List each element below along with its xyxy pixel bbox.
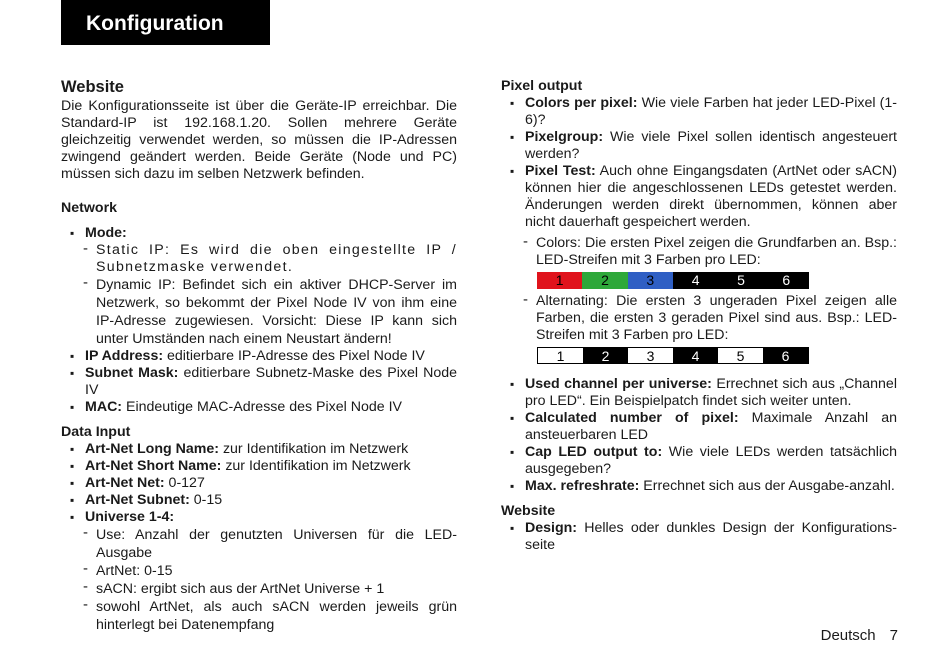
strip-cell-5: 5 bbox=[718, 348, 763, 363]
title-bar bbox=[61, 0, 270, 45]
list-item: ▪ IP Address: editierbare IP-Adresse des Pixel Node IV bbox=[61, 348, 457, 365]
website-design-heading: Website bbox=[501, 503, 556, 519]
list-item: ▪ Cap LED output to: Wie viele LEDs werden tatsächlich ausgegeben? bbox=[501, 444, 897, 478]
pixel-test-sublist bbox=[501, 235, 897, 269]
footer-language: Deutsch bbox=[820, 627, 876, 644]
universe-sublist bbox=[61, 526, 457, 634]
page-footer bbox=[821, 627, 898, 644]
list-item: - Dynamic IP: Befindet sich ein aktiver DHCP-Server im Netzwerk, so bekommt der Pixel Node IV von ihm eine IP-Adresse zugewiesen. Vorsicht: Diese IP kann sich unter Umständen nach einem Neustart ändern! bbox=[61, 276, 457, 348]
strip-cell-6: 6 bbox=[764, 272, 809, 289]
list-item: - sACN: ergibt sich aus der ArtNet Universe + 1 bbox=[61, 580, 457, 598]
network-fields bbox=[61, 348, 457, 416]
list-item: - Alternating: Die ersten 3 ungeraden Pixel zeigen alle Farben, die ersten 3 geraden Pixel sind aus. Bsp.: LED-Streifen mit 3 Farben pro LED: bbox=[501, 293, 897, 344]
strip-cell-6: 6 bbox=[763, 348, 808, 363]
website-heading: Website bbox=[61, 78, 124, 96]
pixel-test-sublist-2 bbox=[501, 293, 897, 344]
color-strip-alternating bbox=[537, 347, 809, 364]
color-strip-basic bbox=[537, 272, 809, 289]
data-input-list bbox=[61, 441, 457, 526]
strip-cell-4: 4 bbox=[673, 348, 718, 363]
strip-cell-3: 3 bbox=[628, 272, 673, 289]
list-item: ▪ Used channel per universe: Errechnet sich aus „Channel pro LED“. Ein Beispielpatch findet sich weiter unten. bbox=[501, 376, 897, 410]
list-item: ▪ Pixelgroup: Wie viele Pixel sollen identisch angesteuert werden? bbox=[501, 129, 897, 163]
list-item: ▪ Art-Net Subnet: 0-15 bbox=[61, 492, 457, 509]
list-item: ▪ Art-Net Long Name: zur Identifikation im Netzwerk bbox=[61, 441, 457, 458]
pixel-output-list-2 bbox=[501, 376, 897, 495]
strip-cell-1: 1 bbox=[538, 348, 583, 363]
website-text: Die Konfigurationsseite ist über die Geräte-IP erreichbar. Die Standard-IP ist 192.168.1.20. Sollen mehrere Geräte gleichzeitig verwendet werden, so müssen die IP-Adressen zwingend geändert werden. Beide Geräte (Node und PC) müssen sich dazu im selben Netzwerk befinden. bbox=[61, 98, 457, 182]
list-item: - Use: Anzahl der genutzten Universen für die LED-Ausgabe bbox=[61, 526, 457, 562]
strip-cell-4: 4 bbox=[673, 272, 718, 289]
strip-cell-5: 5 bbox=[718, 272, 763, 289]
list-item: ▪ Colors per pixel: Wie viele Farben hat jeder LED-Pixel (1-6)? bbox=[501, 95, 897, 129]
list-item: ▪ Max. refreshrate: Errechnet sich aus der Ausgabe-anzahl. bbox=[501, 478, 897, 495]
page-title: Konfiguration bbox=[86, 12, 224, 35]
list-item: ▪ Universe 1-4: bbox=[61, 509, 457, 526]
strip-cell-3: 3 bbox=[628, 348, 673, 363]
right-column bbox=[501, 78, 897, 554]
list-item: ▪ MAC: Eindeutige MAC-Adresse des Pixel Node IV bbox=[61, 399, 457, 416]
list-item: - ArtNet: 0-15 bbox=[61, 562, 457, 580]
pixel-output-list bbox=[501, 95, 897, 231]
list-item: ▪ Pixel Test: Auch ohne Eingangsdaten (ArtNet oder sACN) können hier die angeschlossenen LEDs getestet werden. Änderungen werden direkt übernommen, können aber nicht dauerhaft gespeichert werden. bbox=[501, 163, 897, 231]
list-item: - Colors: Die ersten Pixel zeigen die Grundfarben an. Bsp.: LED-Streifen mit 3 Farben pro LED: bbox=[501, 235, 897, 269]
network-heading: Network bbox=[61, 200, 117, 216]
data-input-heading: Data Input bbox=[61, 424, 131, 440]
list-item: ▪ Design: Helles oder dunkles Design der Konfigurations-seite bbox=[501, 520, 897, 554]
list-item: ▪ Mode: bbox=[61, 225, 457, 242]
list-item: ▪ Art-Net Net: 0-127 bbox=[61, 475, 457, 492]
network-list bbox=[61, 225, 457, 242]
strip-cell-1: 1 bbox=[537, 272, 582, 289]
left-column bbox=[61, 78, 457, 634]
strip-cell-2: 2 bbox=[583, 348, 628, 363]
pixel-output-heading: Pixel output bbox=[501, 78, 583, 94]
list-item: - Static IP: Es wird die oben eingestellte IP / Subnetzmaske verwendet. bbox=[61, 242, 457, 276]
list-item: ▪ Art-Net Short Name: zur Identifikation im Netzwerk bbox=[61, 458, 457, 475]
strip-cell-2: 2 bbox=[582, 272, 627, 289]
list-item: ▪ Calculated number of pixel: Maximale Anzahl an ansteuerbaren LED bbox=[501, 410, 897, 444]
website-design-list bbox=[501, 520, 897, 554]
list-item: ▪ Subnet Mask: editierbare Subnetz-Maske des Pixel Node IV bbox=[61, 365, 457, 399]
list-item: - sowohl ArtNet, als auch sACN werden jeweils grün hinterlegt bei Datenempfang bbox=[61, 598, 457, 634]
page-number: 7 bbox=[889, 627, 898, 644]
mode-sublist bbox=[61, 242, 457, 348]
